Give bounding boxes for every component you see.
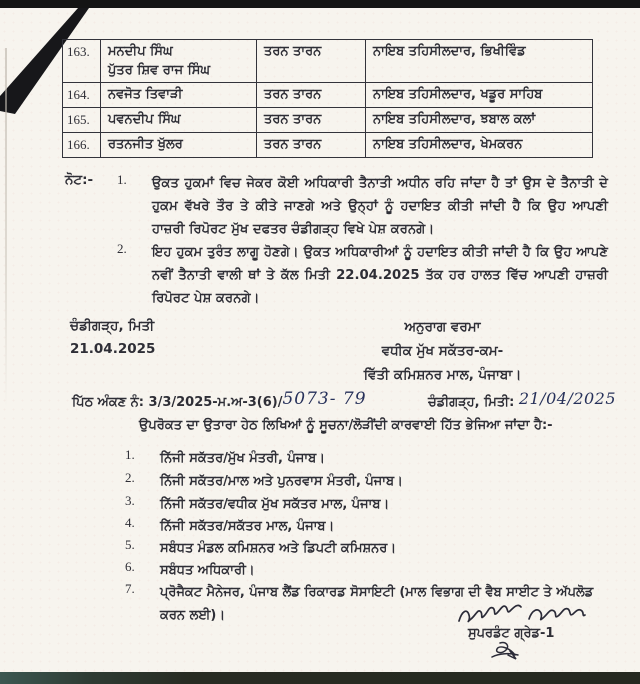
signatory-name: ਅਨੁਰਾਗ ਵਰਮਾ: [404, 319, 481, 335]
notes-label: ਨੋਟ:-: [65, 172, 94, 188]
copy-item-number: 5.: [125, 537, 135, 552]
officer-designation: ਨਾਇਬ ਤਹਿਸੀਲਦਾਰ, ਖੇਮਕਰਨ: [366, 133, 593, 158]
officer-designation: ਨਾਇਬ ਤਹਿਸੀਲਦਾਰ, ਝਬਾਲ ਕਲਾਂ: [366, 108, 593, 133]
endorsement-place-label: ਚੰਡੀਗੜ੍ਹ, ਮਿਤੀ:: [428, 395, 515, 410]
officer-designation: ਨਾਇਬ ਤਹਿਸੀਲਦਾਰ, ਖਡੂਰ ਸਾਹਿਬ: [366, 83, 593, 108]
officer-designation: ਨਾਇਬ ਤਹਿਸੀਲਦਾਰ, ਭਿਖੀਵਿੰਡ: [366, 40, 593, 83]
serial-number: 165.: [63, 108, 101, 133]
issue-place-label: ਚੰਡੀਗੜ੍ਹ, ਮਿਤੀ: [70, 318, 155, 334]
copy-item-number: 7.: [125, 581, 135, 596]
copy-item-text: ਸਬੰਧਤ ਅਧਿਕਾਰੀ।: [160, 563, 255, 578]
copy-item-number: 2.: [125, 470, 135, 485]
scan-bottom-bar: [0, 672, 640, 684]
scan-left-edge-shadow: [5, 48, 7, 408]
officer-station: ਤਰਨ ਤਾਰਨ: [257, 83, 366, 108]
officer-station: ਤਰਨ ਤਾਰਨ: [257, 133, 366, 158]
endorsement-date-handwritten: 21/04/2025: [518, 389, 617, 408]
officer-name: ਨਵਜੋਤ ਤਿਵਾੜੀ: [101, 83, 257, 108]
endorsement-place-date: [428, 391, 616, 410]
note-text: ਉਕਤ ਹੁਕਮਾਂ ਵਿਚ ਜੇਕਰ ਕੋਈ ਅਧਿਕਾਰੀ ਤੈਨਾਤੀ ਅਧੀਨ ਰਹਿ ਜਾਂਦਾ ਹੈ ਤਾਂ ਉਸ ਦੇ ਤੈਨਾਤੀ ਦੇ ਹੁਕਮ ਵੱਖਰੇ ਤੌਰ ਤੇ ਕੀਤੇ ਜਾਣਗੇ ਅਤੇ ਉਨ੍ਹਾਂ ਨੂੰ ਹਦਾਇਤ ਕੀਤੀ ਜਾਂਦੀ ਹੈ ਕਿ ਉਹ ਆਪਣੀ ਹਾਜ਼ਰੀ ਰਿਪੋਰਟ ਮੁੱਖ ਦਫਤਰ ਚੰਡੀਗੜ੍ਹ ਵਿਖੇ ਪੇਸ਼ ਕਰਨਗੇ।: [152, 176, 608, 237]
pen-flourish-icon: [486, 641, 522, 663]
signatory-title-line1: ਵਧੀਕ ਮੁੱਖ ਸਕੱਤਰ-ਕਮ-: [381, 343, 504, 359]
copy-item-text: ਨਿੱਜੀ ਸਕੱਤਰ/ਮੁੱਖ ਮੰਤਰੀ, ਪੰਜਾਬ।: [160, 451, 325, 466]
table-row: [63, 133, 593, 158]
copy-item-text: ਪ੍ਰੋਜੈਕਟ ਮੈਨੇਜਰ, ਪੰਜਾਬ ਲੈਂਡ ਰਿਕਾਰਡ ਸੋਸਾਇਟੀ (ਮਾਲ ਵਿਭਾਗ ਦੀ ਵੈਬ ਸਾਈਟ ਤੇ ਅੱਪਲੋਡ ਕਰਨ ਲਈ)।: [160, 585, 594, 623]
table-row: [63, 108, 593, 133]
issue-date: 21.04.2025: [70, 341, 156, 357]
copy-item-text: ਸਬੰਧਤ ਮੰਡਲ ਕਮਿਸ਼ਨਰ ਅਤੇ ਡਿਪਟੀ ਕਮਿਸ਼ਨਰ।: [160, 541, 397, 556]
copy-item-text: ਨਿੱਜੀ ਸਕੱਤਰ/ਸਕੱਤਰ ਮਾਲ, ਪੰਜਾਬ।: [160, 519, 335, 534]
officer-station: ਤਰਨ ਤਾਰਨ: [257, 40, 366, 83]
serial-number: 163.: [63, 40, 101, 83]
copy-item-number: 4.: [125, 515, 135, 530]
signatory-title-line2: ਵਿੱਤੀ ਕਮਿਸ਼ਨਰ ਮਾਲ, ਪੰਜਾਬਾ।: [363, 367, 522, 383]
officer-name: ਰਤਨਜੀਤ ਖੁੱਲਰ: [101, 133, 257, 158]
note-number: 1.: [117, 172, 127, 187]
serial-number: 166.: [63, 133, 101, 158]
copy-item-number: 1.: [125, 447, 135, 462]
note-text: ਇਹ ਹੁਕਮ ਤੁਰੰਤ ਲਾਗੂ ਹੋਣਗੇ। ਉਕਤ ਅਧਿਕਾਰੀਆਂ ਨੂੰ ਹਦਾਇਤ ਕੀਤੀ ਜਾਂਦੀ ਹੈ ਕਿ ਉਹ ਆਪਣੇ ਨਵੀਂ ਤੈਨਾਤੀ ਵਾਲੀ ਥਾਂ ਤੇ ਕੱਲ ਮਿਤੀ 22.04.2025 ਤੱਕ ਹਰ ਹਾਲਤ ਵਿੱਚ ਆਪਣੀ ਹਾਜ਼ਰੀ ਰਿਪੋਰਟ ਪੇਸ਼ ਕਰਨਗੇ।: [152, 245, 608, 306]
note-number: 2.: [117, 241, 127, 256]
copy-intro-line: ਉਪਰੋਕਤ ਦਾ ਉਤਾਰਾ ਹੇਠ ਲਿਖਿਆਂ ਨੂੰ ਸੂਚਨਾ/ਲੋੜੀਂਦੀ ਕਾਰਵਾਈ ਹਿੱਤ ਭੇਜਿਆ ਜਾਂਦਾ ਹੈ:-: [139, 418, 553, 433]
copy-item-text: ਨਿੱਜੀ ਸਕੱਤਰ/ਵਧੀਕ ਮੁੱਖ ਸਕੱਤਰ ਮਾਲ, ਪੰਜਾਬ।: [160, 497, 390, 512]
signatory-block: [330, 315, 555, 387]
officers-table: [62, 39, 593, 158]
signer-title: ਸੁਪਰਡੰਟ ਗ੍ਰੇਡ-1: [468, 626, 555, 641]
officer-name: ਪਵਨਦੀਪ ਸਿੰਘ: [101, 108, 257, 133]
copy-item-text: ਨਿੱਜੀ ਸਕੱਤਰ/ਮਾਲ ਅਤੇ ਪੁਨਰਵਾਸ ਮੰਤਰੀ, ਪੰਜਾਬ।: [160, 474, 403, 489]
copy-item-number: 3.: [125, 493, 135, 508]
table-row: [63, 83, 593, 108]
endorsement-ref-number-handwritten: 5073- 79: [282, 389, 367, 409]
officer-name: ਮਨਦੀਪ ਸਿੰਘ ਪੁੱਤਰ ਸ਼ਿਵ ਰਾਜ ਸਿੰਘ: [101, 40, 257, 83]
endorsement-ref-label: ਪਿੱਠ ਅੰਕਣ ਨੰ: 3/3/2025-ਮ.ਅ-3(6)/: [72, 395, 283, 410]
endorsement-reference: [72, 391, 367, 411]
serial-number: 164.: [63, 83, 101, 108]
officer-station: ਤਰਨ ਤਾਰਨ: [257, 108, 366, 133]
copy-item-number: 6.: [125, 559, 135, 574]
table-row: [63, 40, 593, 83]
